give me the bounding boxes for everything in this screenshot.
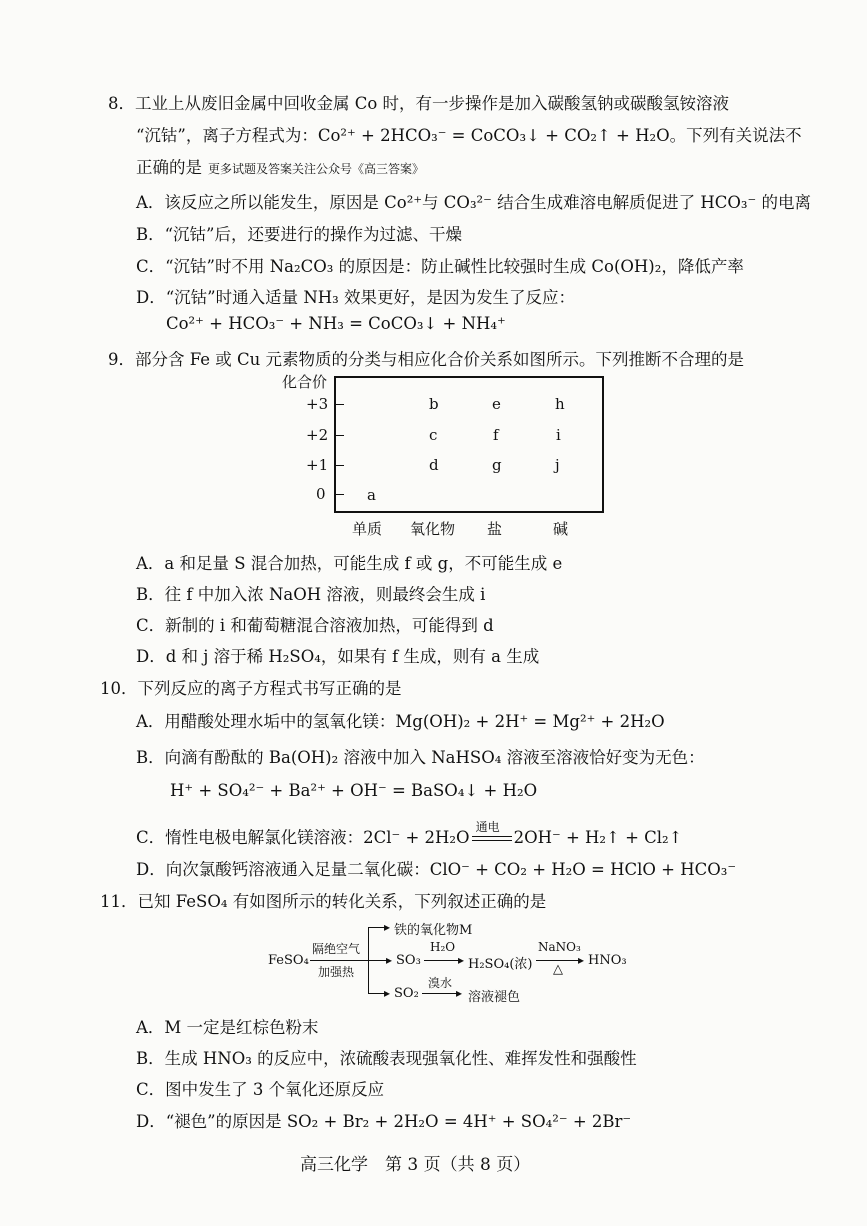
q8-option-c: C．“沉钴”时不用 Na₂CO₃ 的原因是：防止碱性比较强时生成 Co(OH)₂，降低产率 [136,257,744,276]
y-tick [334,494,344,495]
chart-point-f: f [493,426,499,444]
diagram-arrow [424,960,462,961]
diagram-product-so3: SO₃ [396,953,421,968]
diagram-product-h2so4: H₂SO₄(浓) [468,957,533,972]
q10-number: 10． [100,679,138,698]
diagram-reagent-nano3: NaNO₃ [538,940,581,954]
diagram-product-hno3: HNO₃ [588,953,627,968]
q10-option-c [136,820,683,848]
q8-option-d: D．“沉钴”时通入适量 NH₃ 效果更好，是因为发生了反应： [136,288,576,307]
q10-option-c-right: 2OH⁻ + H₂↑ + Cl₂↑ [513,828,683,847]
q9-option-c: C．新制的 i 和葡萄糖混合溶液加热，可能得到 d [136,616,494,635]
y-tick-label: +3 [306,395,329,413]
q9-stem-text: 部分含 Fe 或 Cu 元素物质的分类与相应化合价关系如图所示。下列推断不合理的是 [135,350,745,369]
y-tick-label: +1 [306,456,329,474]
q8-line2 [136,122,802,146]
diagram-result-decolor: 溶液褪色 [468,990,521,1005]
q10-option-a: A．用醋酸处理水垢中的氢氧化镁：Mg(OH)₂ + 2H⁺ = Mg²⁺ + 2H₂O [136,712,665,731]
y-tick [334,435,344,436]
arrow-head-icon: ▸ [578,953,585,967]
q8-stem-line2b: 。下列有关说法不 [669,126,802,145]
electrolysis-condition: 通电 [475,820,500,834]
page-footer: 高三化学 第 3 页（共 8 页） [300,1155,531,1175]
chart-point-d: d [429,456,439,474]
x-category-label: 盐 [487,520,503,538]
q8-stem-line3: 正确的是 [136,158,202,177]
q11-option-a: A．M 一定是红棕色粉末 [136,1018,319,1037]
q10-stem-text: 下列反应的离子方程式书写正确的是 [137,679,402,698]
arrow-head-icon: ▸ [384,986,391,1000]
y-tick-label: 0 [316,485,326,503]
x-category-label: 碱 [553,520,569,538]
q11-option-c: C．图中发生了 3 个氧化还原反应 [136,1080,385,1099]
heat-symbol: △ [553,962,563,977]
chart-point-b: b [429,395,439,413]
diagram-condition-2: 加强热 [318,965,355,979]
electrolysis-arrow [470,820,514,847]
diagram-product-m: 铁的氧化物M [394,923,473,938]
y-tick-label: +2 [306,426,329,444]
y-tick [334,465,344,466]
arrow-head-icon: ▸ [458,953,465,967]
chart-point-a: a [367,486,376,504]
q8-line1 [108,90,729,114]
chart-point-i: i [556,426,561,444]
x-category-label: 氧化物 [410,520,456,538]
q11-number: 11． [100,892,138,911]
q11-option-d: D．“褪色”的原因是 SO₂ + Br₂ + 2H₂O = 4H⁺ + SO₄²⁻ + 2Br⁻ [136,1112,632,1131]
chart-point-e: e [492,395,501,413]
q9-option-d: D．d 和 j 溶于稀 H₂SO₄，如果有 f 生成，则有 a 生成 [136,647,540,666]
arrow-head-icon: ▸ [456,986,463,1000]
q10-option-b-equation: H⁺ + SO₄²⁻ + Ba²⁺ + OH⁻ = BaSO₄↓ + H₂O [170,781,538,800]
arrow-head-icon: ▸ [384,920,391,934]
chart-point-c: c [429,426,438,444]
q10-option-d: D．向次氯酸钙溶液通入足量二氧化碳：ClO⁻ + CO₂ + H₂O = HClO + HCO₃⁻ [136,860,737,879]
q9-option-a: A．a 和足量 S 混合加热，可能生成 f 或 g，不可能生成 e [136,554,563,573]
q11-stem [100,888,546,912]
q11-stem-text: 已知 FeSO₄ 有如图所示的转化关系，下列叙述正确的是 [137,892,547,911]
q8-stem-line1: 工业上从废旧金属中回收金属 Co 时，有一步操作是加入碳酸氢钠或碳酸氢铵溶液 [135,94,730,113]
diagram-arrow [536,960,582,961]
diagram-arrow [422,993,460,994]
diagram-condition-1: 隔绝空气 [312,942,361,956]
q11-option-b: B．生成 HNO₃ 的反应中，浓硫酸表现强氧化性、难挥发性和强酸性 [136,1049,637,1068]
q8-equation: Co²⁺ + 2HCO₃⁻ = CoCO₃↓ + CO₂↑ + H₂O [317,126,670,145]
q8-line3 [136,154,424,178]
diagram-reagent-water: H₂O [430,940,456,954]
chart-point-g: g [492,456,502,474]
q8-stem-line2a: “沉钴”，离子方程式为： [136,126,318,145]
q9-number: 9． [108,350,135,369]
q8-option-d-equation: Co²⁺ + HCO₃⁻ + NH₃ = CoCO₃↓ + NH₄⁺ [166,314,506,333]
y-tick [334,404,344,405]
q9-stem [108,346,744,370]
chart-y-axis-label: 化合价 [282,373,328,391]
diagram-arrow [310,960,368,961]
q10-stem [100,675,402,699]
q9-option-b: B．往 f 中加入浓 NaOH 溶液，则最终会生成 i [136,585,486,604]
x-category-label: 单质 [352,520,383,538]
q8-option-a: A．该反应之所以能发生，原因是 Co²⁺与 CO₃²⁻ 结合生成难溶电解质促进了 HCO₃⁻ 的电离 [136,193,811,212]
q10-option-b: B．向滴有酚酞的 Ba(OH)₂ 溶液中加入 NaHSO₄ 溶液至溶液恰好变为无色： [136,748,705,767]
diagram-reagent-bromine-water: 溴水 [428,976,453,990]
q8-option-b: B．“沉钴”后，还要进行的操作为过滤、干燥 [136,225,462,244]
diagram-start: FeSO₄ [268,953,309,968]
chart-point-h: h [555,395,565,413]
q10-option-c-left: C．惰性电极电解氯化镁溶液：2Cl⁻ + 2H₂O [136,828,470,847]
diagram-product-so2: SO₂ [394,986,419,1001]
q8-number: 8． [108,94,135,113]
chart-point-j: j [555,456,560,474]
arrow-head-icon: ▸ [386,953,393,967]
watermark-text: 更多试题及答案关注公众号《高三答案》 [208,162,425,176]
